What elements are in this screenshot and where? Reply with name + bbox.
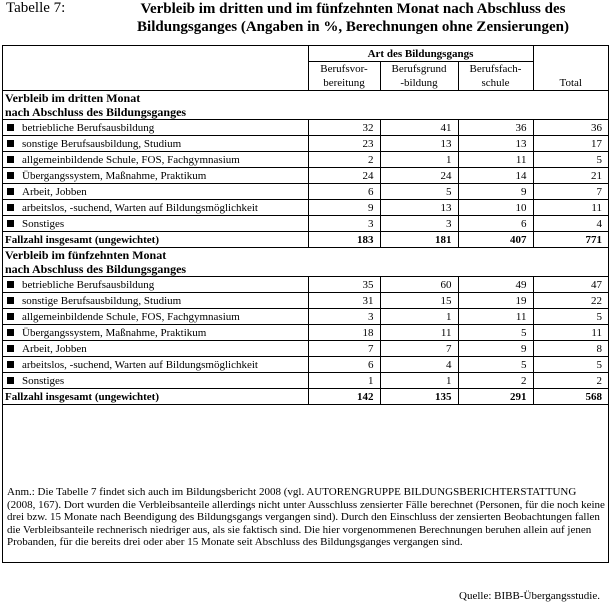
table-frame <box>2 45 609 602</box>
data-table <box>3 46 608 405</box>
value-cell: 13 <box>458 136 533 152</box>
row-label-cell <box>3 357 308 373</box>
total-value: 771 <box>533 232 608 248</box>
value-cell: 7 <box>533 184 608 200</box>
total-label: Fallzahl insgesamt (ungewichtet) <box>3 232 308 248</box>
row-label-cell <box>3 309 308 325</box>
section-title <box>3 91 608 120</box>
value-cell: 24 <box>380 168 458 184</box>
section-title-line2: nach Abschluss des Bildungsganges <box>5 105 187 119</box>
table-row <box>3 341 608 357</box>
square-bullet-icon <box>7 361 14 368</box>
row-label-cell <box>3 373 308 389</box>
total-value: 181 <box>380 232 458 248</box>
value-cell: 5 <box>380 184 458 200</box>
row-label-text: allgemeinbildende Schule, FOS, Fachgymnasium <box>22 153 240 166</box>
value-cell: 8 <box>533 341 608 357</box>
square-bullet-icon <box>7 345 14 352</box>
row-label-text: betriebliche Berufsausbildung <box>22 121 155 134</box>
section-header-row <box>3 248 608 277</box>
header-group-label: Art des Bildungsgangs <box>308 46 533 62</box>
square-bullet-icon <box>7 377 14 384</box>
row-label-text: Sonstiges <box>22 217 65 230</box>
value-cell: 6 <box>308 184 380 200</box>
total-value: 407 <box>458 232 533 248</box>
value-cell: 31 <box>308 293 380 309</box>
table-body <box>3 46 608 405</box>
value-cell: 3 <box>308 216 380 232</box>
table-row <box>3 200 608 216</box>
value-cell: 19 <box>458 293 533 309</box>
value-cell: 60 <box>380 277 458 293</box>
row-label-cell <box>3 152 308 168</box>
value-cell: 10 <box>458 200 533 216</box>
row-label-cell <box>3 216 308 232</box>
value-cell: 7 <box>380 341 458 357</box>
section-title <box>3 248 608 277</box>
value-cell: 11 <box>380 325 458 341</box>
table-row <box>3 184 608 200</box>
value-cell: 21 <box>533 168 608 184</box>
value-cell: 49 <box>458 277 533 293</box>
table-row <box>3 152 608 168</box>
table-row <box>3 277 608 293</box>
value-cell: 1 <box>308 373 380 389</box>
table-row <box>3 373 608 389</box>
square-bullet-icon <box>7 297 14 304</box>
value-cell: 5 <box>458 357 533 373</box>
total-value: 568 <box>533 389 608 405</box>
value-cell: 17 <box>533 136 608 152</box>
square-bullet-icon <box>7 220 14 227</box>
row-label-cell <box>3 200 308 216</box>
row-label <box>5 153 306 167</box>
table-row <box>3 309 608 325</box>
value-cell: 9 <box>458 341 533 357</box>
table-row <box>3 168 608 184</box>
square-bullet-icon <box>7 172 14 179</box>
row-label-cell <box>3 120 308 136</box>
value-cell: 4 <box>380 357 458 373</box>
value-cell: 2 <box>458 373 533 389</box>
total-row <box>3 389 608 405</box>
value-cell: 5 <box>533 357 608 373</box>
row-label-text: sonstige Berufsausbildung, Studium <box>22 294 182 307</box>
value-cell: 11 <box>458 152 533 168</box>
row-label <box>5 169 306 183</box>
value-cell: 9 <box>458 184 533 200</box>
square-bullet-icon <box>7 156 14 163</box>
value-cell: 11 <box>458 309 533 325</box>
total-row <box>3 232 608 248</box>
row-label <box>5 310 306 324</box>
value-cell: 6 <box>458 216 533 232</box>
value-cell: 11 <box>533 200 608 216</box>
row-label-text: betriebliche Berufsausbildung <box>22 278 155 291</box>
square-bullet-icon <box>7 313 14 320</box>
value-cell: 35 <box>308 277 380 293</box>
value-cell: 23 <box>308 136 380 152</box>
value-cell: 13 <box>380 200 458 216</box>
square-bullet-icon <box>7 188 14 195</box>
square-bullet-icon <box>7 204 14 211</box>
total-value: 135 <box>380 389 458 405</box>
value-cell: 15 <box>380 293 458 309</box>
value-cell: 3 <box>308 309 380 325</box>
row-label <box>5 278 306 292</box>
table-row <box>3 216 608 232</box>
value-cell: 24 <box>308 168 380 184</box>
row-label-text: Arbeit, Jobben <box>22 185 87 198</box>
row-label <box>5 326 306 340</box>
row-label-cell <box>3 168 308 184</box>
value-cell: 4 <box>533 216 608 232</box>
row-label <box>5 294 306 308</box>
total-label: Fallzahl insgesamt (ungewichtet) <box>3 389 308 405</box>
value-cell: 3 <box>380 216 458 232</box>
value-cell: 47 <box>533 277 608 293</box>
value-cell: 14 <box>458 168 533 184</box>
header-blank-cell <box>3 46 308 91</box>
row-label <box>5 217 306 231</box>
row-label <box>5 201 306 215</box>
value-cell: 2 <box>533 373 608 389</box>
table-row <box>3 293 608 309</box>
source-line: Quelle: BIBB-Übergangsstudie. <box>459 590 600 602</box>
section-title-line2: nach Abschluss des Bildungsganges <box>5 262 187 276</box>
caption-label: Tabelle 7: <box>6 0 66 16</box>
row-label-cell <box>3 184 308 200</box>
column-header: Total <box>533 62 608 91</box>
section-title-line1: Verbleib im dritten Monat <box>5 91 141 105</box>
row-label-text: Arbeit, Jobben <box>22 342 87 355</box>
value-cell: 1 <box>380 309 458 325</box>
square-bullet-icon <box>7 329 14 336</box>
total-value: 183 <box>308 232 380 248</box>
row-label-cell <box>3 136 308 152</box>
section-title-line1: Verbleib im fünfzehnten Monat <box>5 248 167 262</box>
row-label-cell <box>3 293 308 309</box>
value-cell: 5 <box>458 325 533 341</box>
square-bullet-icon <box>7 140 14 147</box>
row-label <box>5 342 306 356</box>
row-label <box>5 137 306 151</box>
total-value: 142 <box>308 389 380 405</box>
total-value: 291 <box>458 389 533 405</box>
square-bullet-icon <box>7 281 14 288</box>
row-label <box>5 185 306 199</box>
table-row <box>3 357 608 373</box>
value-cell: 6 <box>308 357 380 373</box>
column-header: Berufsfach- schule <box>458 62 533 91</box>
value-cell: 5 <box>533 152 608 168</box>
row-label-cell <box>3 277 308 293</box>
table-row <box>3 325 608 341</box>
header-blank-total <box>533 46 608 62</box>
row-label-text: sonstige Berufsausbildung, Studium <box>22 137 182 150</box>
square-bullet-icon <box>7 124 14 131</box>
value-cell: 9 <box>308 200 380 216</box>
table-caption <box>6 0 606 40</box>
value-cell: 36 <box>533 120 608 136</box>
value-cell: 32 <box>308 120 380 136</box>
table-row <box>3 120 608 136</box>
row-label-text: arbeitslos, -suchend, Warten auf Bildungsmöglichkeit <box>22 358 258 371</box>
table-row <box>3 136 608 152</box>
value-cell: 18 <box>308 325 380 341</box>
value-cell: 7 <box>308 341 380 357</box>
row-label-cell <box>3 341 308 357</box>
row-label <box>5 121 306 135</box>
section-header-row <box>3 91 608 120</box>
value-cell: 13 <box>380 136 458 152</box>
row-label-text: Sonstiges <box>22 374 65 387</box>
value-cell: 22 <box>533 293 608 309</box>
row-label-cell <box>3 325 308 341</box>
column-header: Berufsgrund -bildung <box>380 62 458 91</box>
row-label <box>5 358 306 372</box>
value-cell: 11 <box>533 325 608 341</box>
header-group-row <box>3 46 608 62</box>
row-label-text: arbeitslos, -suchend, Warten auf Bildungsmöglichkeit <box>22 201 258 214</box>
row-label-text: allgemeinbildende Schule, FOS, Fachgymnasium <box>22 310 240 323</box>
caption-title: Verbleib im dritten und im fünfzehnten Monat nach Abschluss des Bildungsganges (Angaben in %, Berechnungen ohne Zensierungen) <box>137 1 569 35</box>
table-note: Anm.: Die Tabelle 7 findet sich auch im Bildungsbericht 2008 (vgl. AUTORENGRUPPE BILDUNGSBERICHTERSTATTUNG (2008, 167). Dort wurden die Verbleibsanteile allerdings nicht unter Ausschluss zensierter Fälle berechnet (Personen, für die noch keine drei bzw. 15 Monate nach Beendigung des Bildungsgangs vergangen sind). Durch den Einschluss der zensierten Beobachtungen fallen die Verbleibsanteile rechnerisch niedriger aus, als sie faktisch sind. Die hier vorgenommenen Berechnungen beruhen allein auf jenen Probanden, für die bereits drei oder aber 15 Monate seit Abschluss des Bildungsganges vergangen sind. <box>7 486 605 549</box>
value-cell: 36 <box>458 120 533 136</box>
row-label-text: Übergangssystem, Maßnahme, Praktikum <box>22 169 207 182</box>
value-cell: 1 <box>380 152 458 168</box>
value-cell: 2 <box>308 152 380 168</box>
value-cell: 5 <box>533 309 608 325</box>
value-cell: 41 <box>380 120 458 136</box>
row-label-text: Übergangssystem, Maßnahme, Praktikum <box>22 326 207 339</box>
row-label <box>5 374 306 388</box>
column-header: Berufsvor- bereitung <box>308 62 380 91</box>
value-cell: 1 <box>380 373 458 389</box>
